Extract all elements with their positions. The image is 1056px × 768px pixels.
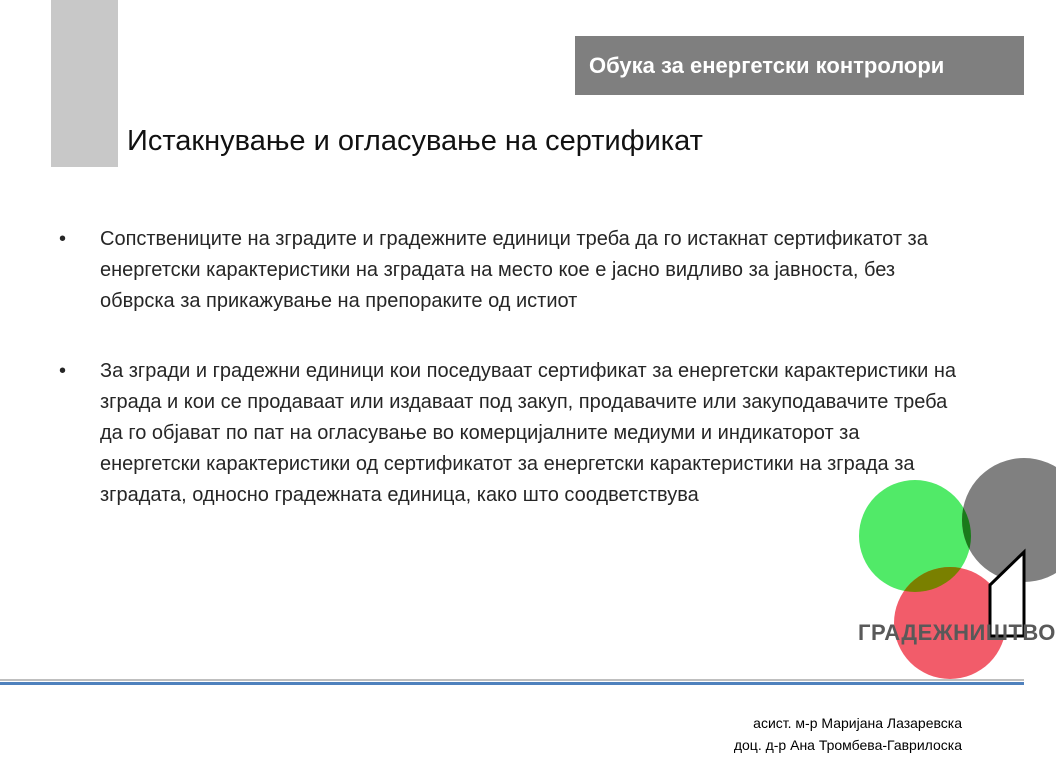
bullet-text: Сопствениците на зградите и градежните единици треба да го истакнат сертификатот за енергетски карактеристики на зградата на место кое е јасно видливо за јавноста, без обврска за прикажување на препораките од истиот: [100, 228, 928, 312]
accent-bar: [51, 0, 118, 167]
course-label: Обука за енергетски контролори: [589, 53, 945, 78]
logo-text: ГРАДЕЖНИШТВО: [858, 620, 1056, 645]
bullet-marker: •: [59, 228, 67, 250]
footer-divider-top: [0, 679, 1024, 681]
bullet-item: [59, 224, 959, 317]
logo-gray-circle: [962, 458, 1056, 582]
bullet-item: [59, 356, 959, 511]
bullet-marker: •: [59, 360, 67, 382]
author-line: доц. д-р Ана Тромбева-Гаврилоска: [733, 737, 962, 753]
footer-authors: [734, 712, 962, 756]
footer-divider: [0, 682, 1024, 685]
bullet-text: За згради и градежни единици кои поседуваат сертификат за енергетски карактеристики на зграда и кои се продаваат или издаваат под закуп, продавачите или закуподавачите треба да го објават по пат на огласување во комерцијалните медиуми и индикаторот за енергетски карактеристики од сертификатот за енергетски карактеристики на зграда за зградата, односно градежната единица, како што соодветствува: [100, 360, 957, 506]
bullet-list: [59, 224, 959, 511]
gradeznistvo-logo: [850, 440, 1024, 690]
slide-title: Истакнување и огласување на сертификат: [127, 125, 703, 157]
author-line: асист. м-р Маријана Лазаревска: [753, 715, 962, 731]
course-banner: [575, 36, 1024, 95]
